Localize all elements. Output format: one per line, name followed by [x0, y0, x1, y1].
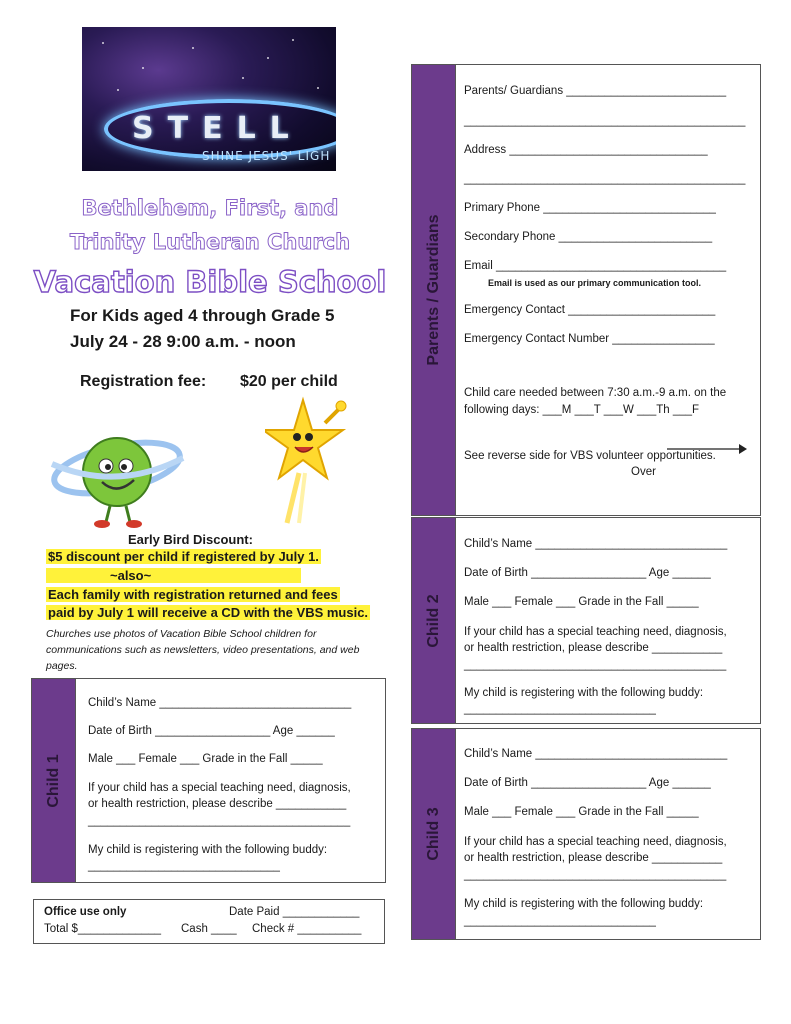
special-need-blank[interactable]: _________________________________________ — [464, 869, 727, 881]
childcare-label: Child care needed between 7:30 a.m.-9 a.m. on the — [464, 387, 727, 399]
over-text: Over — [631, 466, 656, 478]
total-field[interactable]: Total $_____________ — [44, 923, 162, 935]
child-name-field[interactable]: Child’s Name ______________________________ — [464, 748, 728, 760]
buddy-label: My child is registering with the following buddy: — [464, 687, 704, 699]
special-need-field[interactable]: or health restriction, please describe ___________ — [464, 642, 723, 654]
special-need-line1: If your child has a special teaching need, diagnosis, — [464, 626, 727, 638]
gender-grade-field[interactable]: Male ___ Female ___ Grade in the Fall _____ — [464, 806, 699, 818]
dates-text: July 24 - 28 9:00 a.m. - noon — [70, 332, 296, 351]
fee-label: Registration fee: — [80, 373, 207, 390]
volunteer-note: See reverse side for VBS volunteer opportunities. — [464, 450, 716, 462]
church-line-1: Bethlehem, First, and — [81, 196, 339, 220]
parents-form — [411, 64, 761, 516]
child-2-side-label: Child 2 — [412, 518, 456, 723]
early-bird-title: Early Bird Discount: — [128, 532, 253, 547]
church-line-2: Trinity Lutheran Church — [69, 230, 351, 254]
child-2-form — [411, 517, 761, 724]
special-need-line1: If your child has a special teaching need, diagnosis, — [88, 782, 351, 794]
buddy-field[interactable]: ______________________________ — [464, 915, 656, 927]
child-1-side-label: Child 1 — [32, 679, 76, 882]
emergency-contact-field[interactable]: Emergency Contact _______________________ — [464, 304, 716, 316]
early-bird-cd-line1: Each family with registration returned and fees — [48, 587, 338, 602]
gender-grade-field[interactable]: Male ___ Female ___ Grade in the Fall _____ — [88, 753, 323, 765]
buddy-field[interactable]: ______________________________ — [464, 703, 656, 715]
childcare-days-field[interactable]: following days: ___M ___T ___W ___Th ___F — [464, 404, 700, 416]
logo-text: STELL — [132, 111, 303, 146]
buddy-label: My child is registering with the following buddy: — [464, 898, 704, 910]
date-paid-field[interactable]: Date Paid ____________ — [229, 906, 360, 918]
child-3-side-label: Child 3 — [412, 729, 456, 939]
fee-value: $20 per child — [240, 373, 338, 390]
check-field[interactable]: Check # __________ — [252, 923, 362, 935]
buddy-field[interactable]: ______________________________ — [88, 860, 280, 872]
primary-phone-field[interactable]: Primary Phone ___________________________ — [464, 202, 716, 214]
dob-age-field[interactable]: Date of Birth __________________ Age ______ — [464, 777, 711, 789]
ages-text: For Kids aged 4 through Grade 5 — [70, 306, 335, 325]
email-field[interactable]: Email ____________________________________ — [464, 260, 727, 272]
dob-age-field[interactable]: Date of Birth __________________ Age ______ — [464, 567, 711, 579]
cash-field[interactable]: Cash ____ — [181, 923, 237, 935]
special-need-blank[interactable]: _________________________________________ — [88, 815, 351, 827]
stellar-banner-logo — [82, 27, 336, 171]
planet-character-icon — [50, 420, 185, 530]
emergency-number-field[interactable]: Emergency Contact Number ________________ — [464, 333, 715, 345]
guardians-field[interactable]: Parents/ Guardians _________________________ — [464, 85, 727, 97]
parents-side-label: Parents / Guardians — [412, 65, 456, 515]
child-1-form — [31, 678, 386, 883]
office-title: Office use only — [44, 906, 127, 918]
address-blank[interactable]: ____________________________________________ — [464, 173, 746, 185]
early-bird-discount: $5 discount per child if registered by July 1. — [48, 549, 319, 564]
email-note: Email is used as our primary communication tool. — [488, 278, 702, 288]
buddy-label: My child is registering with the following buddy: — [88, 844, 328, 856]
special-need-field[interactable]: or health restriction, please describe ___________ — [88, 798, 347, 810]
special-need-field[interactable]: or health restriction, please describe ___________ — [464, 852, 723, 864]
early-bird-also: ~also~ — [46, 568, 301, 583]
secondary-phone-field[interactable]: Secondary Phone ________________________ — [464, 231, 713, 243]
guardians-blank[interactable]: ____________________________________________ — [464, 115, 746, 127]
child-3-form — [411, 728, 761, 940]
photo-notice: Churches use photos of Vacation Bible School children for communications such as newsletters, video presentations, and web pages. — [46, 628, 360, 672]
page-title: Vacation Bible School — [33, 265, 387, 299]
child-name-field[interactable]: Child’s Name ______________________________ — [464, 538, 728, 550]
special-need-line1: If your child has a special teaching need, diagnosis, — [464, 836, 727, 848]
special-need-blank[interactable]: _________________________________________ — [464, 659, 727, 671]
star-character-icon — [265, 395, 355, 525]
child-name-field[interactable]: Child’s Name ______________________________ — [88, 697, 352, 709]
dob-age-field[interactable]: Date of Birth __________________ Age ______ — [88, 725, 335, 737]
gender-grade-field[interactable]: Male ___ Female ___ Grade in the Fall _____ — [464, 596, 699, 608]
address-field[interactable]: Address _______________________________ — [464, 144, 708, 156]
office-use-box — [33, 899, 385, 944]
early-bird-cd-line2: paid by July 1 will receive a CD with the VBS music. — [48, 605, 369, 620]
logo-tagline: SHINE JESUS' LIGH — [202, 149, 331, 163]
